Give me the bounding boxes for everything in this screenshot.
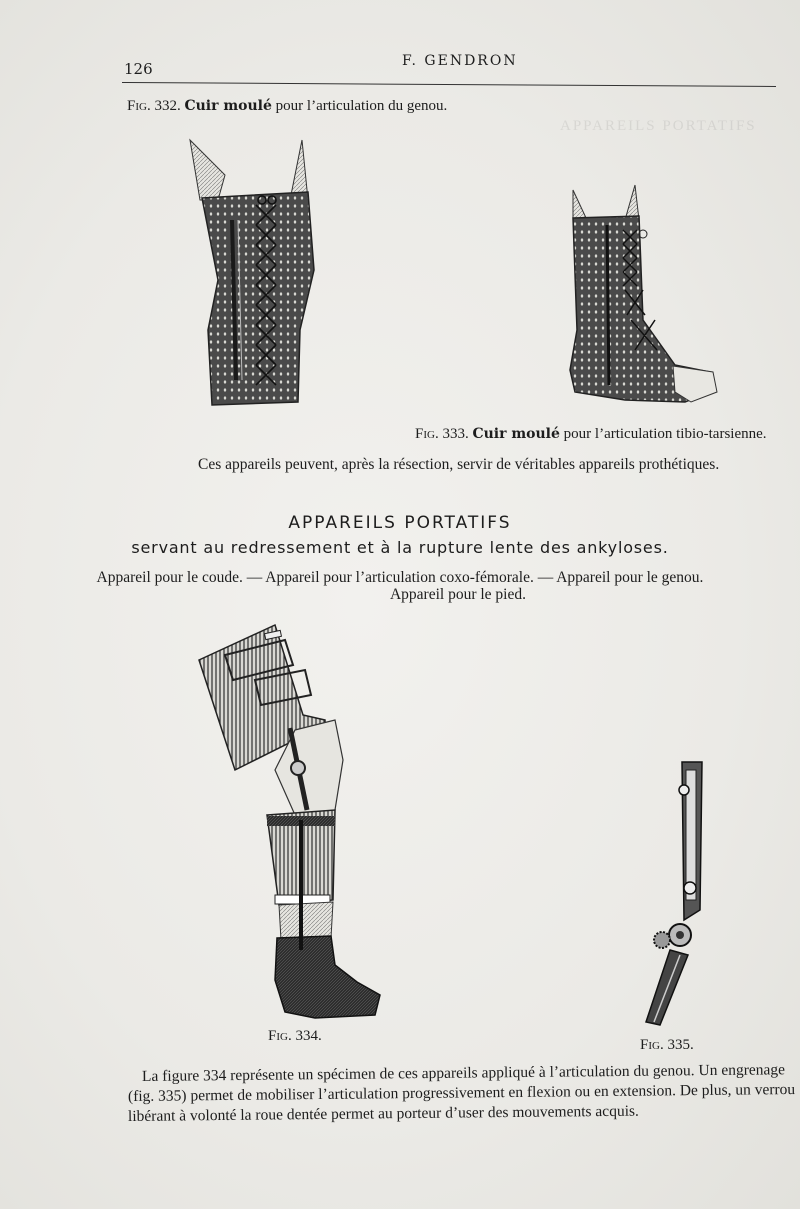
- section-heading: APPAREILS PORTATIFS: [288, 513, 512, 533]
- fig333-caption: [415, 426, 767, 443]
- paragraph-line3: libérant à volonté la roue dentée permet au porteur d’user des mouvements acquis.: [127, 1102, 639, 1125]
- fig333-title: Cuir moulé: [472, 426, 560, 442]
- paragraph-line1: La figure 334 représente un spécimen de ces appareils appliqué à l’articulation du genou. Un engrenage: [141, 1061, 786, 1085]
- running-head: F. GENDRON: [402, 53, 518, 69]
- fig335-caption: Fig. 335.: [640, 1037, 694, 1053]
- fig332-knee-cuff-illustration: [180, 130, 330, 415]
- fig332-text: pour l’articulation du genou.: [271, 98, 448, 114]
- header-rule: [122, 82, 776, 87]
- bleed-through-text: APPAREILS PORTATIFS: [560, 118, 757, 134]
- fig332-number: Fig. 332.: [127, 98, 181, 114]
- intro-sentence: Ces appareils peuvent, après la résection, servir de véritables appareils prothétiques.: [198, 456, 720, 473]
- fig333-ankle-cuff-illustration: [565, 180, 725, 410]
- appliance-list-line1: Appareil pour le coude. — Appareil pour l’articulation coxo-fémorale. — Appareil pour le genou.: [96, 569, 704, 586]
- fig332-caption: [127, 98, 447, 115]
- appliance-list-line2: Appareil pour le pied.: [389, 586, 526, 603]
- fig333-number: Fig. 333.: [415, 426, 469, 442]
- fig335-gear-hinge-illustration: [640, 760, 720, 1030]
- fig334-knee-brace-illustration: [195, 620, 385, 1020]
- section-subheading: servant au redressement et à la rupture lente des ankyloses.: [131, 538, 669, 557]
- fig333-text: pour l’articulation tibio-tarsienne.: [559, 426, 767, 442]
- fig332-title: Cuir moulé: [184, 98, 272, 114]
- paragraph-line2: (fig. 335) permet de mobiliser l’articulation progressivement en flexion ou en extension. De plus, un verrou: [127, 1081, 796, 1105]
- page-number: 126: [124, 60, 153, 78]
- fig334-caption: Fig. 334.: [268, 1028, 322, 1044]
